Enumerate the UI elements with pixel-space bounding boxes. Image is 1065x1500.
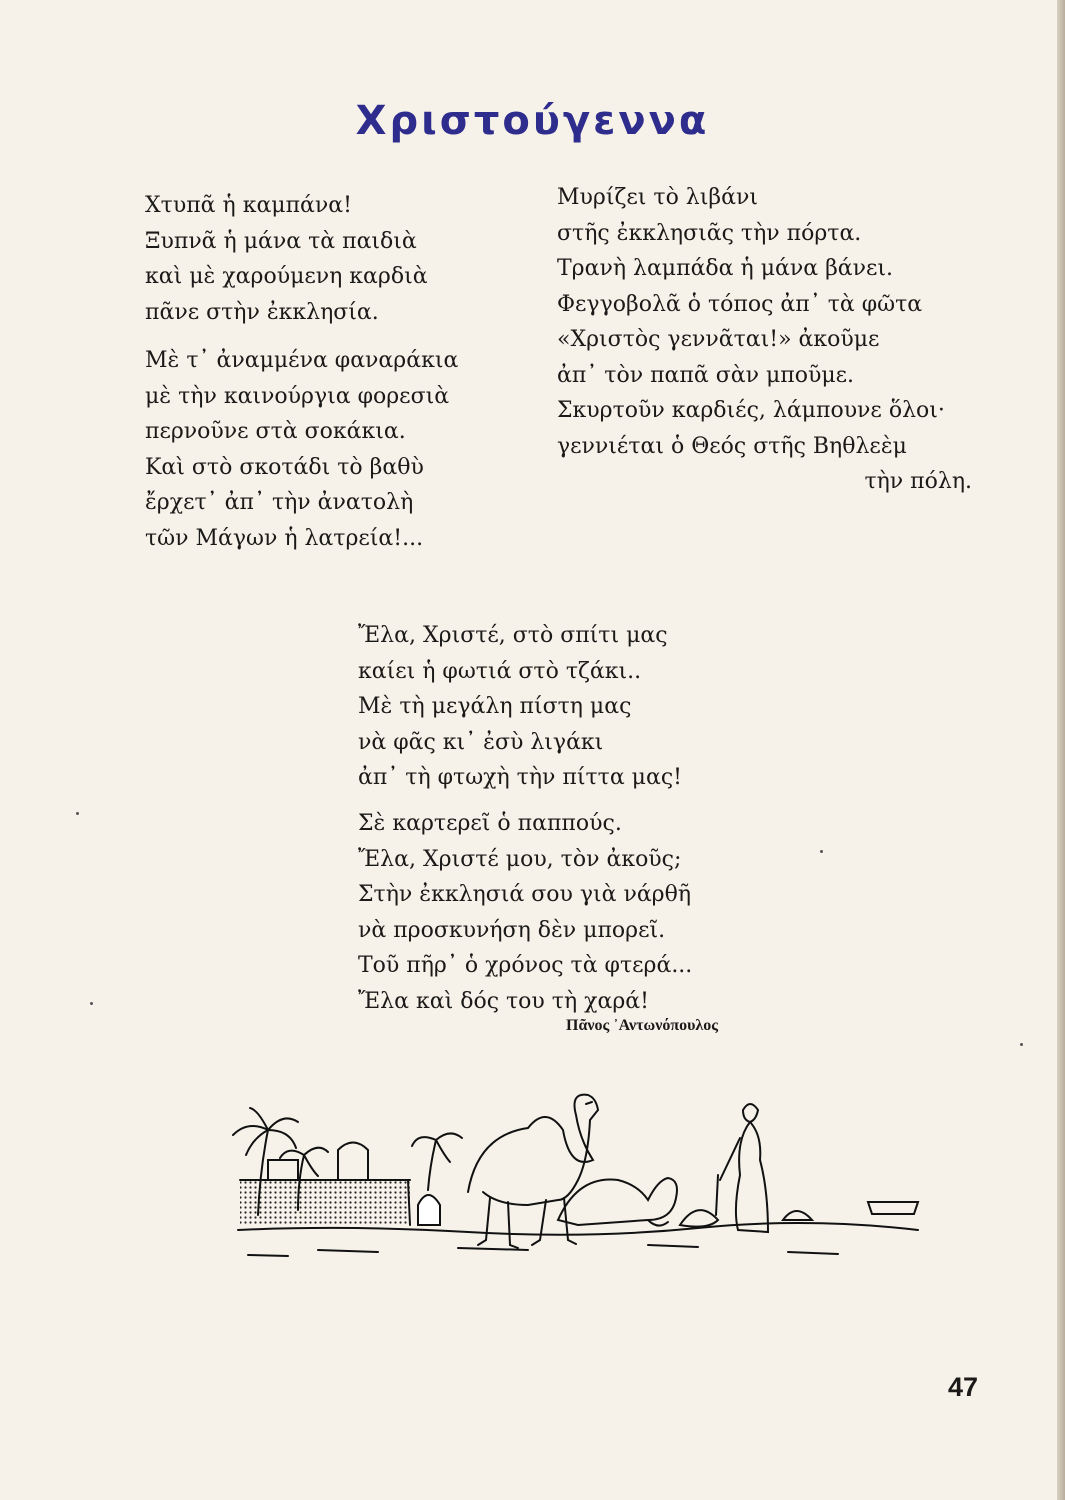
poem-line: καὶ μὲ χαρούμενη καρδιὰ bbox=[145, 264, 428, 289]
poem-line-last: τὴν πόλη. bbox=[864, 469, 972, 494]
author-name: Πᾶνος ᾿Αντωνόπουλος bbox=[566, 1017, 719, 1034]
poem-line: «Χριστὸς γεννᾶται!» ἀκοῦμε bbox=[557, 327, 880, 352]
poem-line: Τοῦ πῆρ᾽ ὁ χρόνος τὰ φτερά... bbox=[358, 953, 693, 978]
poem-line: Σκυρτοῦν καρδιές, λάμπουνε ὅλοι· bbox=[557, 398, 945, 423]
poem-line: νὰ φᾶς κι᾽ ἐσὺ λιγάκι bbox=[358, 729, 604, 755]
desert-camel-illustration bbox=[228, 1080, 928, 1280]
print-speck bbox=[820, 850, 823, 853]
poem-line: Φεγγοβολᾶ ὁ τόπος ἀπ᾽ τὰ φῶτα bbox=[557, 291, 923, 317]
poem-line: μὲ τὴν καινούργια φορεσιὰ bbox=[145, 383, 450, 409]
poem-line: καίει ἡ φωτιά στὸ τζάκι.. bbox=[358, 658, 642, 684]
poem-line: Ἔλα καὶ δός του τὴ χαρά! bbox=[358, 988, 649, 1014]
poem-line: γεννιέται ὁ Θεός στῆς Βηθλεὲμ bbox=[557, 433, 907, 459]
print-speck bbox=[90, 1002, 93, 1005]
poem-line: Ἔλα, Χριστέ μου, τὸν ἀκοῦς; bbox=[358, 846, 682, 872]
center-stanza-2 bbox=[358, 806, 692, 1019]
left-stanza-2 bbox=[145, 343, 458, 556]
poem-line: τῶν Μάγων ἡ λατρεία!... bbox=[145, 525, 424, 551]
poem-line: στῆς ἐκκλησιᾶς τὴν πόρτα. bbox=[557, 220, 862, 246]
print-speck bbox=[76, 812, 79, 815]
left-stanza-1 bbox=[145, 188, 428, 330]
page-edge bbox=[1057, 0, 1065, 1500]
poem-line: Τρανὴ λαμπάδα ἡ μάνα βάνει. bbox=[557, 256, 894, 281]
poem-line: Μὲ τ᾽ ἀναμμένα φαναράκια bbox=[145, 348, 459, 373]
poem-line: ἔρχετ᾽ ἀπ᾽ τὴν ἀνατολὴ bbox=[145, 490, 414, 515]
center-stanza-1 bbox=[358, 618, 682, 796]
poem-line: Χτυπᾶ ἡ καμπάνα! bbox=[145, 193, 352, 218]
poem-line: Καὶ στὸ σκοτάδι τὸ βαθὺ bbox=[145, 454, 424, 480]
poem-line: νὰ προσκυνήση δὲν μπορεῖ. bbox=[358, 917, 666, 943]
poem-line: ἀπ᾽ τὸν παπᾶ σὰν μποῦμε. bbox=[557, 362, 855, 388]
poem-line: πᾶνε στὴν ἐκκλησία. bbox=[145, 299, 379, 325]
page-number: 47 bbox=[948, 1372, 979, 1402]
poem-line: Σὲ καρτερεῖ ὁ παππούς. bbox=[358, 811, 622, 836]
poem-line: Μὲ τὴ μεγάλη πίστη μας bbox=[358, 694, 632, 719]
page-title: Χριστούγεννα bbox=[355, 98, 710, 144]
poem-line: ἀπ᾽ τὴ φτωχὴ τὴν πίττα μας! bbox=[358, 765, 682, 790]
right-stanza-1 bbox=[557, 180, 972, 500]
poem-line: Στὴν ἐκκλησιά σου γιὰ νάρθῆ bbox=[358, 882, 692, 907]
poem-line: Ἔλα, Χριστέ, στὸ σπίτι μας bbox=[358, 623, 668, 648]
poem-line: Μυρίζει τὸ λιβάνι bbox=[557, 185, 758, 210]
print-speck bbox=[1020, 1043, 1023, 1046]
poem-line: Ξυπνᾶ ἡ μάνα τὰ παιδιὰ bbox=[145, 228, 417, 254]
poem-line: περνοῦνε στὰ σοκάκια. bbox=[145, 419, 406, 444]
